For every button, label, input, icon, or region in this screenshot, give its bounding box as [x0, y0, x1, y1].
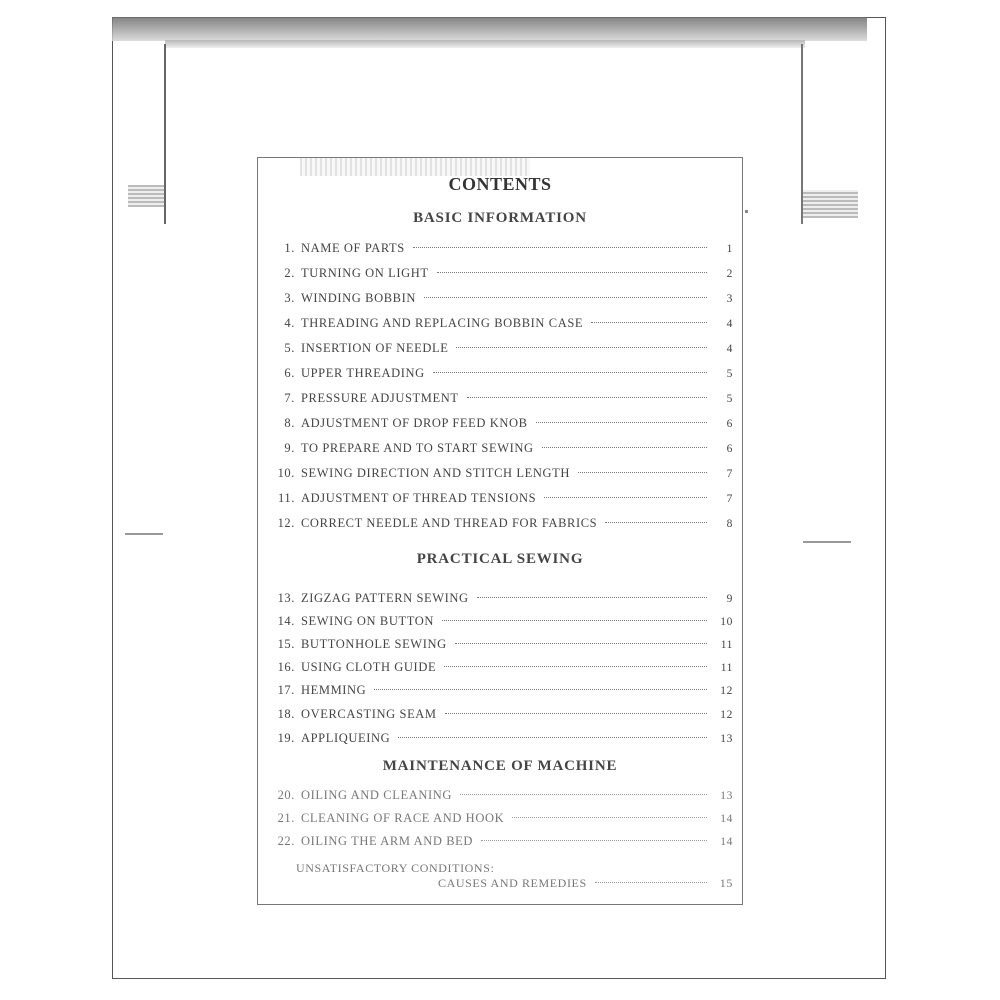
toc-item-number: 8. [284, 416, 295, 430]
toc-item-title: PRESSURE ADJUSTMENT [301, 391, 459, 405]
toc-item-number: 13. [277, 591, 295, 605]
toc-item-page: 4 [726, 318, 733, 330]
toc-leader-dots [591, 322, 707, 323]
toc-item-number: 15. [277, 637, 295, 651]
toc-item-number: 2. [284, 266, 295, 280]
toc-item[interactable] [265, 834, 733, 852]
toc-item[interactable] [265, 466, 733, 484]
toc-item[interactable] [265, 341, 733, 359]
toc-item[interactable] [265, 614, 733, 632]
toc-item-title: OILING THE ARM AND BED [301, 834, 473, 848]
toc-item[interactable] [265, 591, 733, 609]
toc-item-title: OILING AND CLEANING [301, 788, 452, 802]
toc-item-number: 12. [277, 516, 295, 530]
toc-item-number: 22. [277, 834, 295, 848]
toc-item-page: 13 [720, 790, 733, 802]
toc-leader-dots [481, 840, 707, 841]
scan-noise [803, 541, 851, 543]
toc-item-page: 5 [726, 368, 733, 380]
toc-item[interactable] [265, 660, 733, 678]
section-heading-maintenance: MAINTENANCE OF MACHINE [382, 758, 618, 774]
toc-leader-dots [460, 794, 707, 795]
toc-conditions-subtitle[interactable] [438, 876, 733, 894]
toc-item-number: 14. [277, 614, 295, 628]
toc-leader-dots [398, 737, 707, 738]
toc-item-page: 13 [720, 733, 733, 745]
toc-item-page: 12 [720, 685, 733, 697]
toc-item[interactable] [265, 683, 733, 701]
toc-item[interactable] [265, 391, 733, 409]
toc-item-page: 2 [726, 268, 733, 280]
toc-item-title: NAME OF PARTS [301, 241, 405, 255]
toc-conditions-title[interactable]: UNSATISFACTORY CONDITIONS: [296, 861, 495, 875]
toc-item[interactable] [265, 416, 733, 434]
toc-item-number: 17. [277, 683, 295, 697]
toc-item-page: 11 [720, 662, 733, 674]
toc-item-page: 7 [726, 468, 733, 480]
toc-item[interactable] [265, 731, 733, 749]
toc-item-title: CAUSES AND REMEDIES [438, 876, 587, 890]
toc-item-title: APPLIQUEING [301, 731, 391, 745]
toc-item[interactable] [265, 241, 733, 259]
toc-leader-dots [456, 347, 707, 348]
toc-leader-dots [467, 397, 707, 398]
toc-item-number: 10. [277, 466, 295, 480]
toc-item-title: OVERCASTING SEAM [301, 707, 437, 721]
toc-item-number: 19. [277, 731, 295, 745]
toc-item-number: 7. [284, 391, 295, 405]
toc-item-number: 21. [277, 811, 295, 825]
toc-item[interactable] [265, 266, 733, 284]
scan-shadow-top [112, 17, 867, 41]
toc-item-page: 9 [726, 593, 733, 605]
toc-item[interactable] [265, 316, 733, 334]
toc-leader-dots [455, 643, 707, 644]
toc-item-title: USING CLOTH GUIDE [301, 660, 437, 674]
toc-item-title: ADJUSTMENT OF THREAD TENSIONS [301, 491, 537, 505]
toc-item-number: 5. [284, 341, 295, 355]
toc-item-number: 4. [284, 316, 295, 330]
toc-leader-dots [477, 597, 707, 598]
toc-leader-dots [445, 713, 707, 714]
toc-leader-dots [444, 666, 707, 667]
toc-item[interactable] [265, 788, 733, 806]
toc-leader-dots [374, 689, 707, 690]
toc-item[interactable] [265, 291, 733, 309]
toc-item-page: 10 [720, 616, 733, 628]
toc-leader-dots [433, 372, 707, 373]
toc-item-title: THREADING AND REPLACING BOBBIN CASE [301, 316, 584, 330]
toc-item-number: 3. [284, 291, 295, 305]
toc-item-title: CORRECT NEEDLE AND THREAD FOR FABRICS [301, 516, 598, 530]
toc-item[interactable] [265, 811, 733, 829]
toc-leader-dots [424, 297, 707, 298]
toc-item-page: 7 [726, 493, 733, 505]
toc-leader-dots [442, 620, 707, 621]
toc-leader-dots [544, 497, 707, 498]
scan-noise [128, 185, 164, 207]
toc-item-page: 6 [726, 418, 733, 430]
toc-leader-dots [605, 522, 707, 523]
toc-item[interactable] [265, 491, 733, 509]
toc-leader-dots [578, 472, 707, 473]
toc-item-page: 14 [720, 813, 733, 825]
toc-item-number: 20. [277, 788, 295, 802]
toc-item-title: ZIGZAG PATTERN SEWING [301, 591, 469, 605]
toc-item-page: 11 [720, 639, 733, 651]
toc-item-title: TO PREPARE AND TO START SEWING [301, 441, 534, 455]
section-heading-basic-information: BASIC INFORMATION [413, 210, 587, 226]
toc-item-title: HEMMING [301, 683, 367, 697]
scan-noise [125, 533, 163, 535]
toc-item-title: SEWING DIRECTION AND STITCH LENGTH [301, 466, 570, 480]
toc-item-title: UPPER THREADING [301, 366, 425, 380]
toc-leader-dots [536, 422, 707, 423]
toc-item-page: 8 [726, 518, 733, 530]
toc-item-number: 16. [277, 660, 295, 674]
toc-item[interactable] [265, 366, 733, 384]
toc-item-page: 3 [726, 293, 733, 305]
toc-item[interactable] [265, 637, 733, 655]
toc-item-number: 9. [284, 441, 295, 455]
toc-item-title: TURNING ON LIGHT [301, 266, 429, 280]
toc-leader-dots [542, 447, 707, 448]
toc-item-page: 4 [726, 343, 733, 355]
toc-item-title: WINDING BOBBIN [301, 291, 416, 305]
toc-item[interactable] [265, 707, 733, 725]
toc-item-number: 1. [284, 241, 295, 255]
toc-item-title: BUTTONHOLE SEWING [301, 637, 447, 651]
toc-item-title: ADJUSTMENT OF DROP FEED KNOB [301, 416, 528, 430]
toc-item-title: SEWING ON BUTTON [301, 614, 434, 628]
toc-item-page: 6 [726, 443, 733, 455]
toc-item-page: 15 [719, 876, 733, 890]
toc-item[interactable] [265, 516, 733, 534]
toc-item[interactable] [265, 441, 733, 459]
toc-item-number: 6. [284, 366, 295, 380]
toc-leader-dots [437, 272, 707, 273]
toc-item-page: 12 [720, 709, 733, 721]
toc-leader-dots [512, 817, 707, 818]
contents-title: CONTENTS [448, 174, 552, 194]
toc-leader-dots [595, 882, 707, 883]
toc-item-title: INSERTION OF NEEDLE [301, 341, 449, 355]
toc-item-page: 5 [726, 393, 733, 405]
toc-item-title: CLEANING OF RACE AND HOOK [301, 811, 505, 825]
toc-item-number: 18. [277, 707, 295, 721]
section-heading-practical-sewing: PRACTICAL SEWING [416, 551, 584, 567]
toc-item-number: 11. [278, 491, 295, 505]
toc-item-page: 14 [720, 836, 733, 848]
scan-noise [803, 190, 858, 218]
toc-item-page: 1 [726, 243, 733, 255]
toc-leader-dots [413, 247, 707, 248]
